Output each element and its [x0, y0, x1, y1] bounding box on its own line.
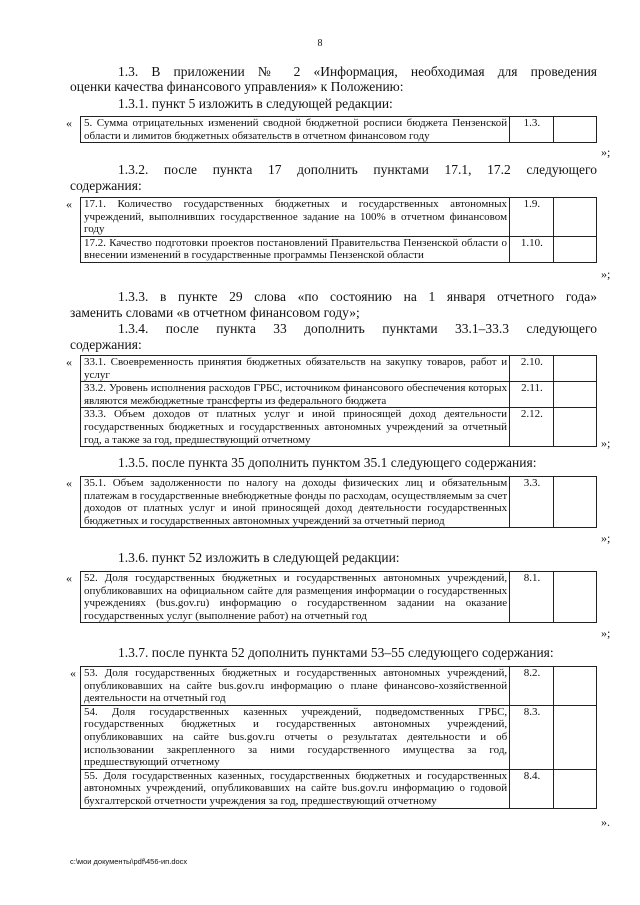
- quote-close: »;: [601, 436, 611, 450]
- row-text: 35.1. Объем задолженности по налогу на доходы физических лиц и обязательным платежам в государственные внебюджетные фонды по расходам, осуществляемым за счет доходов от платных услуг и иной приносящей доход деятельности государственных бюджетных и государственных автономных учреждений за отчетный период: [81, 477, 510, 528]
- paragraph-1-3-4: 1.3.4. после пункта 33 дополнить пунктами 33.1–33.3 следующего: [118, 321, 597, 336]
- table-row: [81, 117, 597, 143]
- quote-open: «: [66, 116, 72, 130]
- footer-file-path: c:\мои документы\pdf\456-ип.docx: [70, 857, 188, 866]
- quote-close: »;: [601, 145, 611, 159]
- quote-open: «: [66, 571, 72, 585]
- paragraph-1-3-3: 1.3.3. в пункте 29 слова «по состоянию на 1 января отчетного года»: [118, 289, 597, 304]
- row-code: 3.3.: [510, 477, 554, 528]
- row-text: 53. Доля государственных бюджетных и государственных автономных учреждений, опубликовавших на сайте bus.gov.ru информацию о плане финансово-хозяйственной деятельности на отчетный год: [81, 667, 510, 706]
- paragraph-1-3-4-cont: содержания:: [70, 337, 142, 352]
- table-row: [81, 356, 597, 382]
- row-empty: [553, 408, 596, 447]
- row-empty: [553, 667, 596, 706]
- table-points-53-55: [80, 666, 597, 809]
- paragraph-1-3-2-cont: содержания:: [70, 178, 142, 193]
- paragraph-1-3: 1.3. В приложении № 2 «Информация, необходимая для проведения: [118, 64, 597, 79]
- row-text: 17.1. Количество государственных бюджетных и государственных автономных учреждений, выполнивших государственное задание на 100% в отчетном финансовом году: [81, 198, 510, 237]
- paragraph-1-3-1: 1.3.1. пункт 5 изложить в следующей редакции:: [118, 96, 393, 111]
- row-text: 5. Сумма отрицательных изменений сводной бюджетной росписи бюджета Пензенской области и лимитов бюджетных обязательств в отчетном финансовом году: [81, 117, 510, 143]
- table-row: [81, 477, 597, 528]
- quote-close: »;: [601, 531, 611, 545]
- row-empty: [553, 382, 596, 408]
- row-text: 33.2. Уровень исполнения расходов ГРБС, источником финансового обеспечения которых являются межбюджетные трансферты из федерального бюджета: [81, 382, 510, 408]
- row-empty: [553, 769, 596, 808]
- paragraph-1-3-7: 1.3.7. после пункта 52 дополнить пунктами 53–55 следующего содержания:: [118, 645, 554, 660]
- row-text: 52. Доля государственных бюджетных и государственных автономных учреждений, опубликовавших на официальном сайте для размещения информации о государственных учреждениях (bus.gov.ru) информацию о государственном задании на оказание государственных услуг (выполнение работ) на отчетный год: [81, 572, 510, 623]
- row-empty: [553, 117, 596, 143]
- quote-close: ».: [601, 815, 610, 829]
- row-empty: [553, 705, 596, 769]
- table-point-52: [80, 571, 597, 623]
- row-text: 17.2. Качество подготовки проектов постановлений Правительства Пензенской области о внесении изменений в государственные программы Пензенской области: [81, 236, 510, 262]
- row-code: 1.10.: [510, 236, 554, 262]
- quote-close: »;: [601, 267, 611, 281]
- table-row: [81, 198, 597, 237]
- row-empty: [553, 477, 596, 528]
- paragraph-1-3-6: 1.3.6. пункт 52 изложить в следующей редакции:: [118, 550, 400, 565]
- paragraph-1-3-3-cont: заменить словами «в отчетном финансовом году»;: [70, 305, 360, 320]
- row-code: 2.12.: [510, 408, 554, 447]
- table-row: [81, 236, 597, 262]
- quote-open: «: [66, 197, 72, 211]
- row-empty: [553, 572, 596, 623]
- row-code: 8.2.: [510, 667, 554, 706]
- row-code: 8.1.: [510, 572, 554, 623]
- row-code: 8.4.: [510, 769, 554, 808]
- table-point-5: [80, 116, 597, 143]
- quote-close: »;: [601, 626, 611, 640]
- row-empty: [553, 356, 596, 382]
- quote-open: «: [66, 355, 72, 369]
- row-code: 2.11.: [510, 382, 554, 408]
- quote-open: «: [66, 476, 72, 490]
- quote-open: «: [70, 666, 76, 680]
- row-text: 55. Доля государственных казенных, государственных бюджетных и государственных автономных учреждений, опубликовавших на сайте bus.gov.ru информацию о годовой бухгалтерской отчетности учреждения за год, предшествующий отчетному: [81, 769, 510, 808]
- paragraph-1-3-2: 1.3.2. после пункта 17 дополнить пунктами 17.1, 17.2 следующего: [118, 162, 597, 177]
- table-points-33: [80, 355, 597, 447]
- row-text: 54. Доля государственных казенных учреждений, подведомственных ГРБС, государственных бюджетных и государственных автономных учреждений, опубликовавших на сайте bus.gov.ru отчеты о результатах деятельности и об использовании закрепленного за ними государственного имущества за год, предшествующий отчетному: [81, 705, 510, 769]
- table-row: [81, 769, 597, 808]
- paragraph-1-3-cont: оценки качества финансового управления» к Положению:: [70, 79, 404, 94]
- row-text: 33.1. Своевременность принятия бюджетных обязательств на закупку товаров, работ и услуг: [81, 356, 510, 382]
- table-row: [81, 408, 597, 447]
- paragraph-1-3-5: 1.3.5. после пункта 35 дополнить пунктом 35.1 следующего содержания:: [118, 455, 537, 470]
- row-code: 8.3.: [510, 705, 554, 769]
- row-empty: [553, 198, 596, 237]
- table-row: [81, 572, 597, 623]
- page-number: 8: [317, 38, 323, 49]
- row-empty: [553, 236, 596, 262]
- table-row: [81, 705, 597, 769]
- row-code: 2.10.: [510, 356, 554, 382]
- row-code: 1.9.: [510, 198, 554, 237]
- table-row: [81, 667, 597, 706]
- table-points-17: [80, 197, 597, 263]
- table-point-35-1: [80, 476, 597, 528]
- row-text: 33.3. Объем доходов от платных услуг и иной приносящей доход деятельности государственных бюджетных и государственных автономных учреждений за отчетный год, а также за год, предшествующий отчетному: [81, 408, 510, 447]
- row-code: 1.3.: [510, 117, 554, 143]
- table-row: [81, 382, 597, 408]
